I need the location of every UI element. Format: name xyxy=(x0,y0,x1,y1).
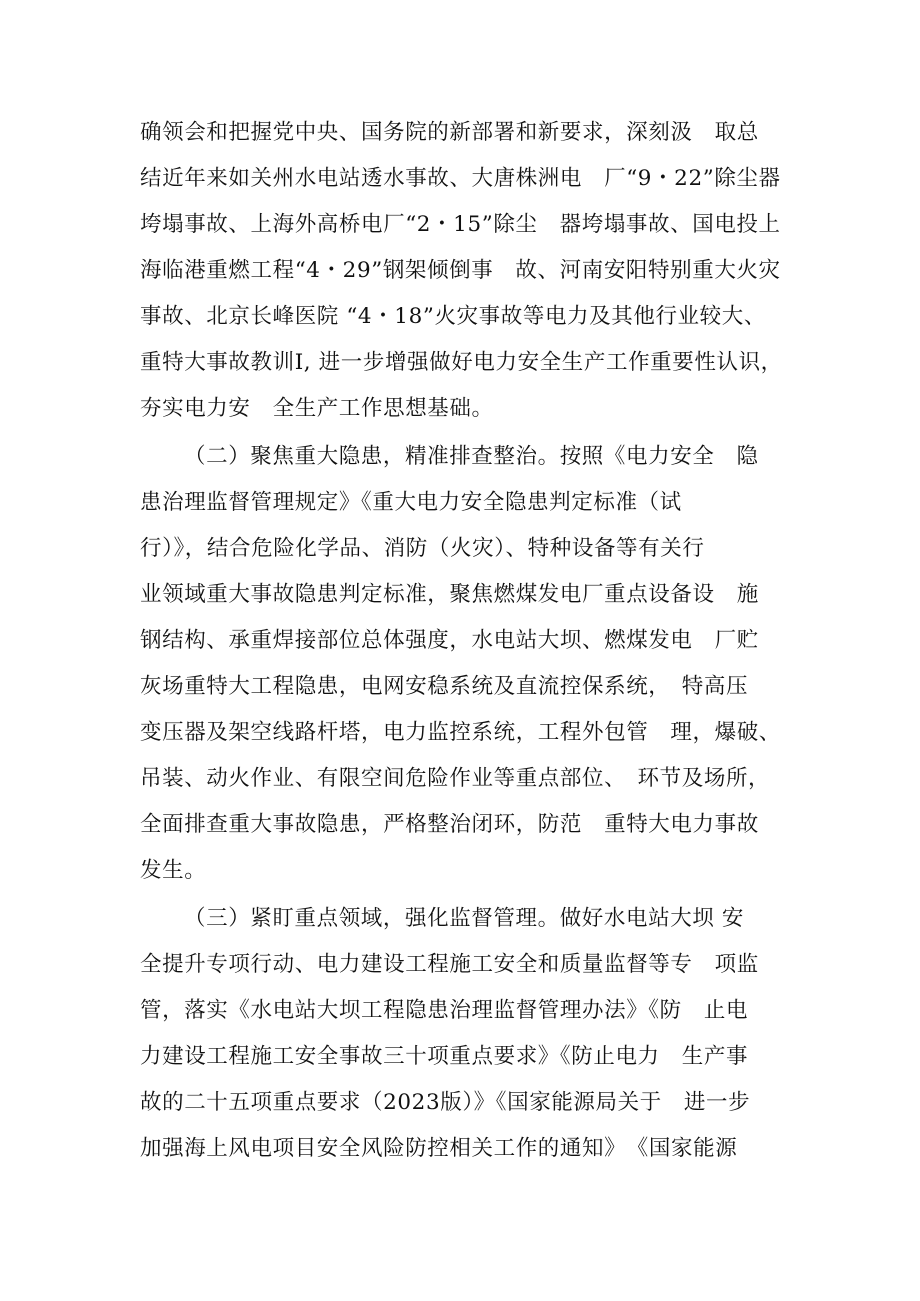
paragraph-line-15: 吊装、动火作业、有限空间危险作业等重点部位、 环节及场所， xyxy=(140,766,771,791)
paragraph-line-20: 管，落实《水电站大坝工程隐患治理监督管理办法》《防 止电 xyxy=(140,998,749,1023)
paragraph-line-21: 力建设工程施工安全事故三十项重点要求》《防止电力 生产事 xyxy=(140,1044,749,1069)
section-three-heading-line: （三）紧盯重点领域，强化监督管理。做好水电站大坝 安 xyxy=(184,906,744,931)
paragraph-line-2: 结近年来如关州水电站透水事故、大唐株洲电 厂“9・22”除尘器 xyxy=(140,166,781,191)
paragraph-line-19: 全提升专项行动、电力建设工程施工安全和质量监督等专 项监 xyxy=(140,952,759,977)
paragraph-line-12: 钢结构、承重焊接部位总体强度，水电站大坝、燃煤发电 厂贮 xyxy=(140,628,759,653)
paragraph-line-3: 垮塌事故、上海外高桥电厂“2・15”除尘 器垮塌事故、国电投上 xyxy=(140,212,781,237)
paragraph-line-1: 确领会和把握党中央、国务院的新部署和新要求，深刻汲 取总 xyxy=(140,120,759,145)
section-two-heading-line: （二）聚焦重大隐患，精准排查整治。按照《电力安全 隐 xyxy=(184,444,759,469)
paragraph-line-23: 加强海上风电项目安全风险防控相关工作的通知》 《国家能源 xyxy=(140,1136,738,1161)
paragraph-line-6: 重特大事故教训I, 进一步增强做好电力安全生产工作重要性认识， xyxy=(140,350,783,375)
paragraph-line-10: 行）》，结合危险化学品、消防（火灾）、特种设备等有关行 xyxy=(140,536,705,561)
paragraph-line-9: 患治理监督管理规定》《重大电力安全隐患判定标准（试 xyxy=(140,490,682,515)
paragraph-line-4: 海临港重燃工程“4・29”钢架倾倒事 故、河南安阳特别重大火灾 xyxy=(140,258,781,283)
paragraph-line-17: 发生。 xyxy=(140,858,207,883)
paragraph-line-7: 夯实电力安 全生产工作思想基础。 xyxy=(140,396,494,421)
paragraph-line-5: 事故、北京长峰医院 “4・18”火灾事故等电力及其他行业较大、 xyxy=(140,304,766,329)
paragraph-line-13: 灰场重特大工程隐患，电网安稳系统及直流控保系统， 特高压 xyxy=(140,674,749,699)
paragraph-line-22: 故的二十五项重点要求（2023版）》《国家能源局关于 进一步 xyxy=(140,1090,751,1115)
paragraph-line-11: 业领域重大事故隐患判定标准，聚焦燃煤发电厂重点设备设 施 xyxy=(140,582,759,607)
paragraph-line-16: 全面排查重大事故隐患，严格整治闭环，防范 重特大电力事故 xyxy=(140,812,759,837)
paragraph-line-14: 变压器及架空线路杆塔，电力监控系统，工程外包管 理，爆破、 xyxy=(140,720,781,745)
